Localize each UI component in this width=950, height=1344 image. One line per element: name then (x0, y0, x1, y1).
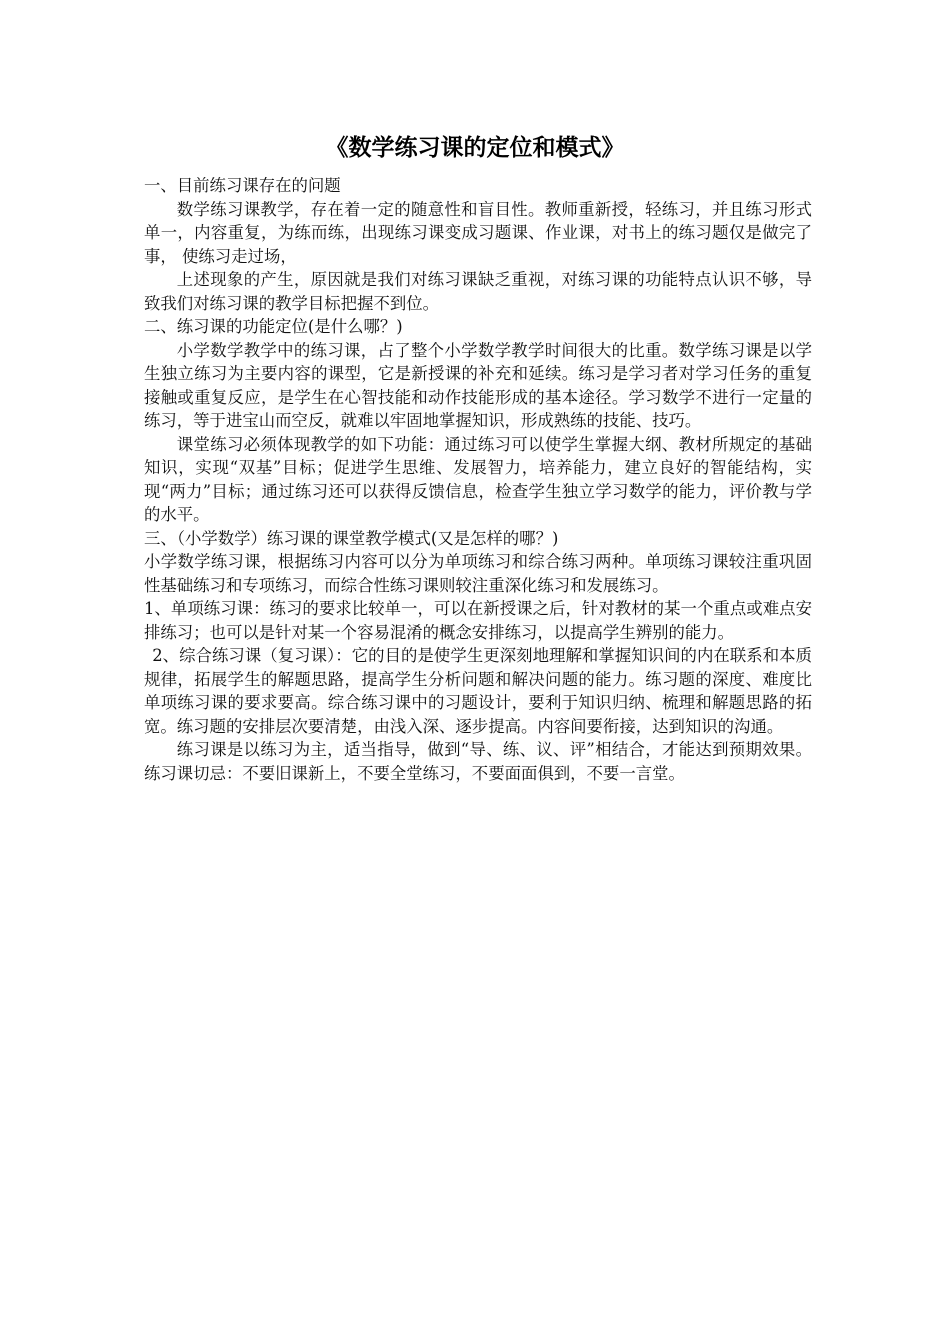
paragraph-types: 小学数学练习课，根据练习内容可以分为单项练习和综合练习两种。单项练习课较注重巩固性基础练习和专项练习，而综合性练习课则较注重深化练习和发展练习。 (144, 552, 812, 595)
section-heading-3: 三、（小学数学）练习课的课堂教学模式(又是怎样的哪？) (144, 528, 559, 548)
paragraph-comprehensive-practice: 2、综合练习课（复习课）：它的目的是使学生更深刻地理解和掌握知识间的内在联系和本质规律，拓展学生的解题思路，提高学生分析问题和解决问题的能力。练习题的深度、难度比单项练习课的要求要高。综合练习课中的习题设计，要利于知识归纳、梳理和解题思路的拓宽。练习题的安排层次要清楚，由浅入深、逐步提高。内容间要衔接，达到知识的沟通。 (144, 646, 812, 736)
paragraph-causes: 上述现象的产生，原因就是我们对练习课缺乏重视，对练习课的功能特点认识不够，导致我们对练习课的教学目标把握不到位。 (144, 270, 812, 313)
paragraph-problems: 数学练习课教学，存在着一定的随意性和盲目性。教师重新授，轻练习，并且练习形式单一，内容重复，为练而练，出现练习课变成习题课、作业课，对书上的练习题仅是做完了事， 使练习走过场， (144, 199, 812, 266)
section-heading-1: 一、目前练习课存在的问题 (144, 176, 341, 195)
paragraph-single-practice: 1、单项练习课：练习的要求比较单一，可以在新授课之后，针对教材的某一个重点或难点安排练习；也可以是针对某一个容易混淆的概念安排练习，以提高学生辨别的能力。 (144, 599, 812, 642)
paragraph-conclusion: 练习课是以练习为主，适当指导，做到“导、练、议、评”相结合，才能达到预期效果。练习课切忌：不要旧课新上，不要全堂练习，不要面面俱到，不要一言堂。 (144, 740, 812, 783)
paragraph-classroom-practice: 课堂练习必须体现教学的如下功能：通过练习可以使学生掌握大纲、教材所规定的基础知识，实现“双基”目标；促进学生思维、发展智力，培养能力，建立良好的智能结构，实现“两力”目标；通过练习还可以获得反馈信息，检查学生独立学习数学的能力，评价教与学的水平。 (144, 434, 812, 524)
paragraph-function: 小学数学教学中的练习课，占了整个小学数学教学时间很大的比重。数学练习课是以学生独立练习为主要内容的课型，它是新授课的补充和延续。练习是学习者对学习任务的重复接触或重复反应，是学生在心智技能和动作技能形成的基本途径。学习数学不进行一定量的练习，等于进宝山而空反，就难以牢固地掌握知识，形成熟练的技能、技巧。 (144, 340, 812, 430)
document-title: 《数学练习课的定位和模式》 (325, 135, 625, 161)
section-heading-2: 二、练习课的功能定位(是什么哪？) (144, 317, 403, 336)
document-body (144, 174, 812, 785)
